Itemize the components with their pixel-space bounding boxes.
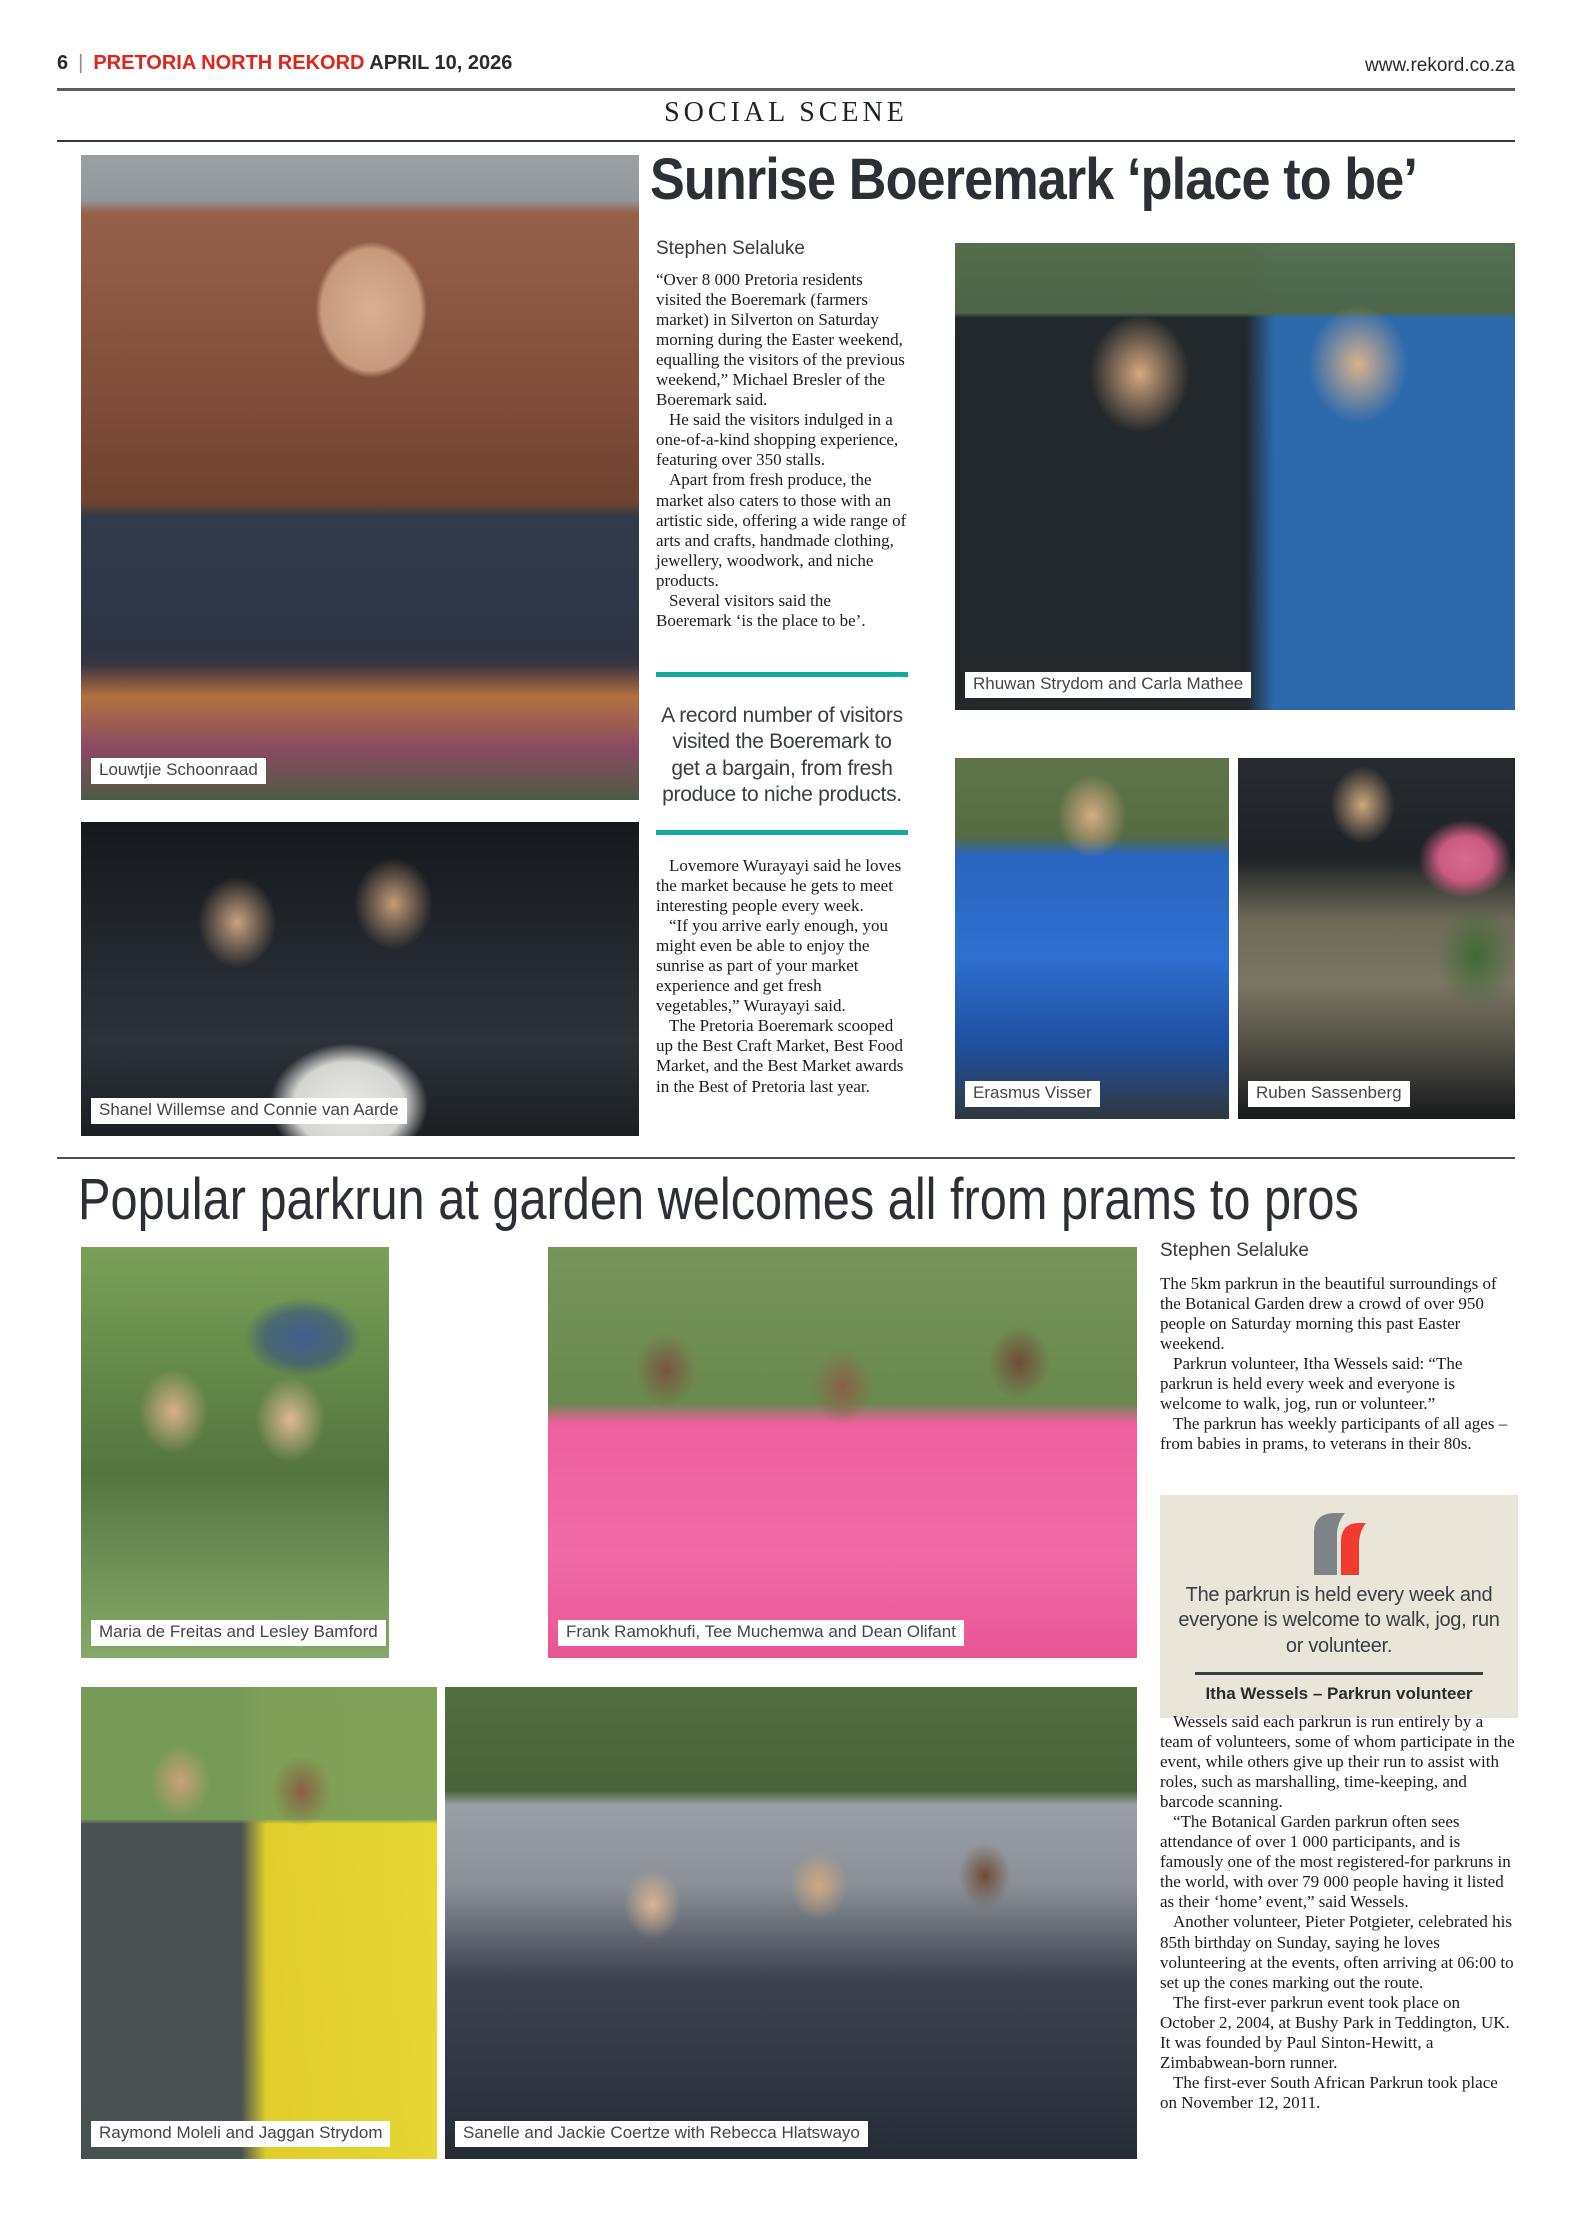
section-title: SOCIAL SCENE (664, 97, 908, 128)
paragraph: Another volunteer, Pieter Potgieter, celebrated his 85th birthday on Sunday, saying he loves volunteering at the events, often arriving at 06:00 to set up the cones marking out the route. (1160, 1912, 1514, 1992)
photo-caption: Frank Ramokhufi, Tee Muchemwa and Dean Olifant (558, 1620, 964, 1646)
quote-box (1160, 1495, 1518, 1718)
section-divider-rule (57, 1157, 1515, 1159)
article2-body-part1 (1160, 1274, 1516, 1454)
article1-body-part1 (656, 270, 908, 631)
photo-caption: Rhuwan Strydom and Carla Mathee (965, 672, 1251, 698)
paragraph: The first-ever parkrun event took place on October 2, 2004, at Bushy Park in Teddington, UK. It was founded by Paul Sinton-Hewitt, a Zimbabwean-born runner. (1160, 1992, 1510, 2072)
paragraph: The Pretoria Boeremark scooped up the Best Craft Market, Best Food Market, and the Best Market awards in the Best of Pretoria last year. (656, 1016, 904, 1096)
article2-headline: Popular parkrun at garden welcomes all from prams to pros (78, 1167, 1359, 1232)
photo-caption: Erasmus Visser (965, 1081, 1100, 1107)
photo-caption: Sanelle and Jackie Coertze with Rebecca Hlatswayo (455, 2121, 868, 2147)
photo-caption: Louwtjie Schoonraad (91, 758, 266, 784)
article2-body-part2 (1160, 1712, 1516, 2113)
page-number: 6 (57, 52, 69, 74)
photo-maria-and-lesley (81, 1247, 389, 1658)
photo-frank-tee-dean (548, 1247, 1137, 1658)
photo-caption: Raymond Moleli and Jaggan Strydom (91, 2121, 390, 2147)
article2-byline: Stephen Selaluke (1160, 1240, 1309, 1261)
paragraph: He said the visitors indulged in a one-of-a-kind shopping experience, featuring over 350 stalls. (656, 410, 899, 470)
issue-date: APRIL 10, 2026 (369, 52, 513, 74)
paragraph: Lovemore Wurayayi said he loves the market because he gets to meet interesting people every week. (656, 856, 902, 916)
photo-caption: Shanel Willemse and Connie van Aarde (91, 1098, 407, 1124)
article1-body-part2 (656, 856, 908, 1097)
photo-shanel-and-connie (81, 822, 639, 1136)
photo-sanelle-jackie-rebecca (445, 1687, 1137, 2159)
photo-caption: Maria de Freitas and Lesley Bamford (91, 1620, 386, 1646)
quote-rule (1195, 1672, 1482, 1675)
masthead: PRETORIA NORTH REKORD (93, 52, 365, 74)
article1-headline: Sunrise Boeremark ‘place to be’ (650, 147, 1418, 212)
paragraph: Parkrun volunteer, Itha Wessels said: “The parkrun is held every week and everyone is welcome to walk, jog, run or volunteer.” (1160, 1354, 1463, 1414)
paragraph: The first-ever South African Parkrun took place on November 12, 2011. (1160, 2072, 1498, 2112)
photo-erasmus-visser (955, 758, 1229, 1119)
paragraph: The 5km parkrun in the beautiful surroundings of the Botanical Garden drew a crowd of over 950 people on Saturday morning this past Easter weekend. (1160, 1274, 1497, 1354)
photo-rhuwan-and-carla (955, 243, 1515, 710)
page-header-left (57, 52, 512, 75)
paragraph: “Over 8 000 Pretoria residents visited the Boeremark (farmers market) in Silverton on Saturday morning during the Easter weekend, equalling the visitors of the previous weekend,” Michael Bresler of the Boeremark said. (656, 270, 905, 410)
quote-text: The parkrun is held every week and everyone is welcome to walk, jog, run or volunteer. (1178, 1584, 1500, 1657)
photo-louwtjie-schoonraad (81, 155, 639, 800)
quote-attribution: Itha Wessels – Parkrun volunteer (1205, 1684, 1473, 1704)
paragraph: Several visitors said the Boeremark ‘is the place to be’. (656, 590, 866, 630)
website-url: www.rekord.co.za (1365, 55, 1515, 76)
photo-caption: Ruben Sassenberg (1248, 1081, 1410, 1107)
header-rule (57, 88, 1515, 91)
section-title-rule (57, 140, 1515, 142)
article1-byline: Stephen Selaluke (656, 238, 805, 259)
paragraph: “The Botanical Garden parkrun often sees attendance of over 1 000 participants, and is famously one of the most registered-for parkruns in the world, with over 79 000 people having it listed as their ‘home’ event,” said Wessels. (1160, 1812, 1511, 1912)
article1-pull-quote: A record number of visitors visited the Boeremark to get a bargain, from fresh produce to niche products. (656, 672, 908, 835)
paragraph: “If you arrive early enough, you might even be able to enjoy the sunrise as part of your market experience and get fresh vegetables,” Wurayayi said. (656, 916, 889, 1016)
paragraph: Apart from fresh produce, the market also caters to those with an artistic side, offering a wide range of arts and crafts, handmade clothing, jewellery, woodwork, and niche products. (656, 470, 907, 590)
paragraph: Wessels said each parkrun is run entirely by a team of volunteers, some of whom participate in the event, while others give up their run to assist with roles, such as marshalling, time-keeping, and barcode scanning. (1160, 1712, 1515, 1812)
quotation-mark-icon (1312, 1511, 1366, 1575)
header-separator: | (78, 52, 84, 74)
paragraph: The parkrun has weekly participants of all ages – from babies in prams, to veterans in their 80s. (1160, 1414, 1508, 1454)
photo-raymond-and-jaggan (81, 1687, 437, 2159)
photo-ruben-sassenberg (1238, 758, 1515, 1119)
